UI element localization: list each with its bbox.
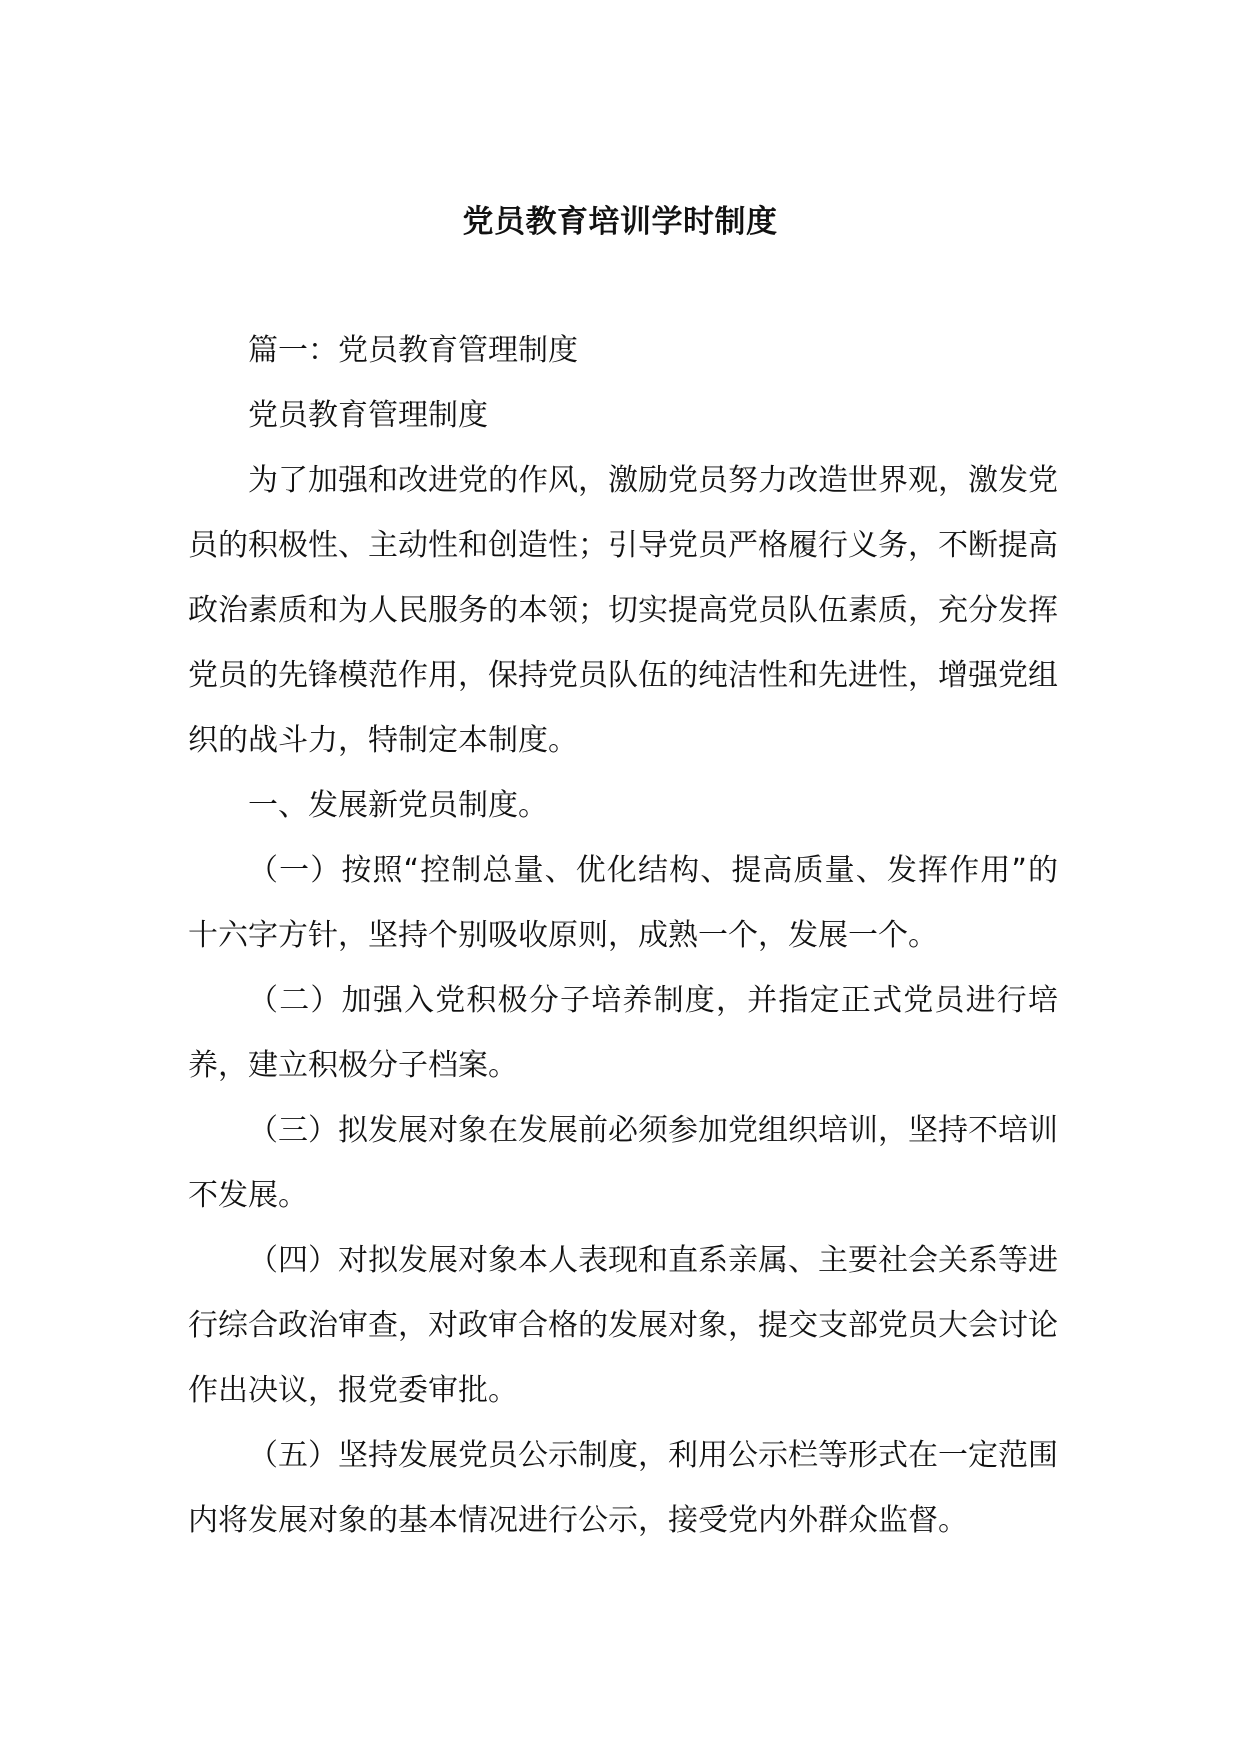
section-heading: 篇一：党员教育管理制度: [248, 333, 578, 368]
document-title: 党员教育培训学时制度: [462, 204, 778, 240]
clause-item-1: （一）按照“控制总量、优化结构、提高质量、发挥作用”的十六字方针，坚持个别吸收原则，成熟一个，发展一个。: [188, 853, 1058, 953]
subsection-heading: 党员教育管理制度: [248, 398, 488, 433]
document-body: [188, 318, 1058, 1553]
clause-item-2: （二）加强入党积极分子培养制度，并指定正式党员进行培养，建立积极分子档案。: [188, 983, 1058, 1083]
clause-heading: 一、发展新党员制度。: [248, 788, 548, 823]
intro-paragraph: 为了加强和改进党的作风，激励党员努力改造世界观，激发党员的积极性、主动性和创造性；引导党员严格履行义务，不断提高政治素质和为人民服务的本领；切实提高党员队伍素质，充分发挥党员的先锋模范作用，保持党员队伍的纯洁性和先进性，增强党组织的战斗力，特制定本制度。: [188, 463, 1058, 758]
clause-item-3: （三）拟发展对象在发展前必须参加党组织培训，坚持不培训不发展。: [188, 1113, 1058, 1213]
clause-item-5: （五）坚持发展党员公示制度，利用公示栏等形式在一定范围内将发展对象的基本情况进行公示，接受党内外群众监督。: [188, 1438, 1058, 1538]
clause-item-4: （四）对拟发展对象本人表现和直系亲属、主要社会关系等进行综合政治审查，对政审合格的发展对象，提交支部党员大会讨论作出决议，报党委审批。: [188, 1243, 1058, 1408]
